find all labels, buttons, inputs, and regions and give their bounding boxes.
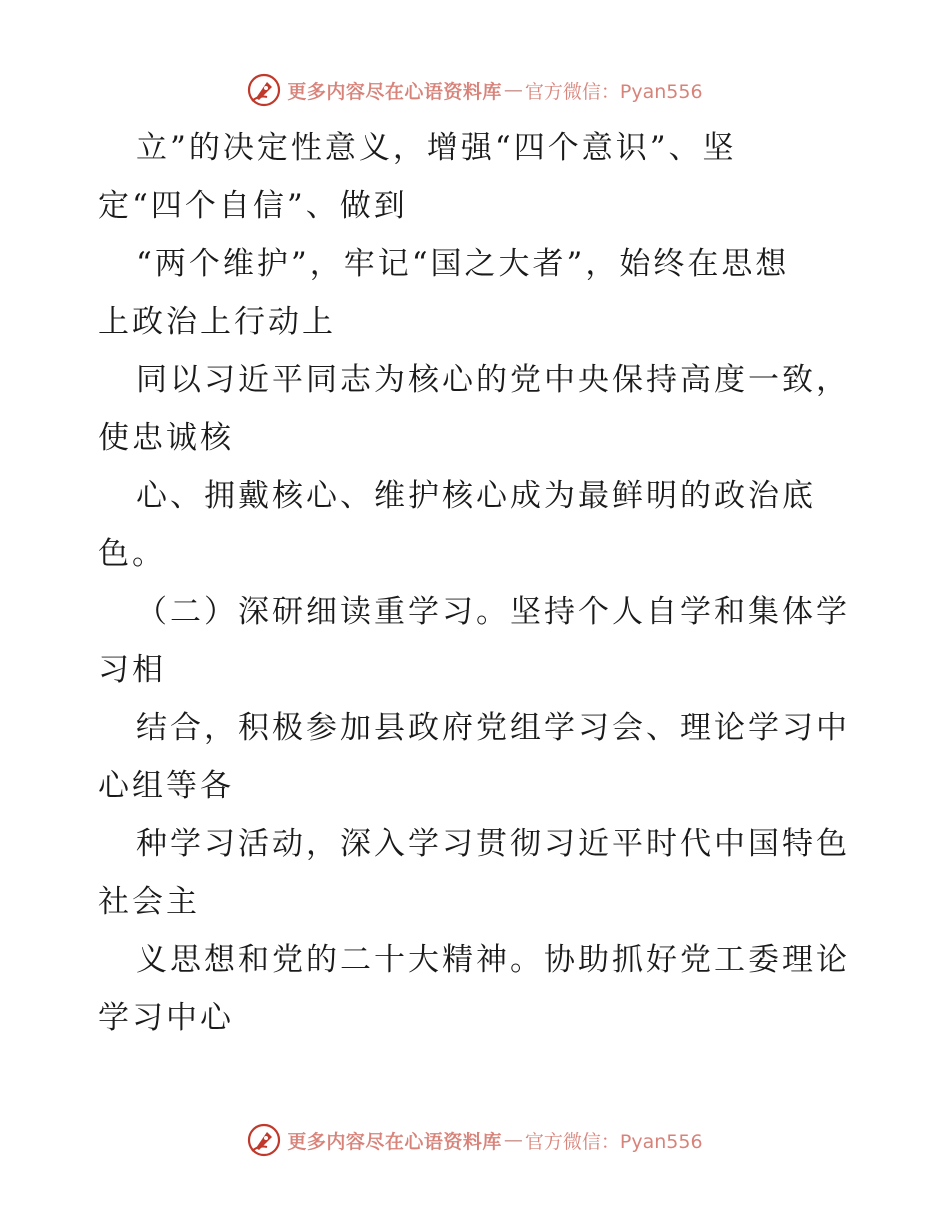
text-line: 使忠诚核 bbox=[98, 420, 234, 456]
text-line: 学习中心 bbox=[98, 1000, 234, 1036]
text-line: 社会主 bbox=[98, 884, 200, 920]
header-banner bbox=[0, 70, 950, 110]
text-line: 同以习近平同志为核心的党中央保持高度一致， bbox=[136, 362, 850, 398]
pen-nib-logo-icon bbox=[247, 73, 281, 107]
text-line: 义思想和党的二十大精神。协助抓好党工委理论 bbox=[136, 942, 850, 978]
text-line: 种学习活动，深入学习贯彻习近平时代中国特色 bbox=[136, 826, 850, 862]
text-line: 习相 bbox=[98, 652, 166, 688]
banner-dash: — bbox=[503, 1129, 523, 1151]
text-line: 色。 bbox=[98, 536, 166, 572]
text-line: 立”的决定性意义，增强“四个意识”、坚 bbox=[136, 130, 737, 166]
text-line: 心、拥戴核心、维护核心成为最鲜明的政治底 bbox=[136, 478, 816, 514]
text-line: 心组等各 bbox=[98, 768, 234, 804]
banner-wechat: 官方微信：Pyan556 bbox=[524, 80, 703, 103]
text-line: 定“四个自信”、做到 bbox=[98, 188, 408, 224]
banner-title: 更多内容尽在心语资料库 bbox=[287, 1130, 502, 1153]
footer-banner bbox=[0, 1120, 950, 1160]
text-line: 上政治上行动上 bbox=[98, 304, 336, 340]
text-line: （二）深研细读重学习。坚持个人自学和集体学 bbox=[136, 594, 850, 630]
pen-nib-logo-icon bbox=[247, 1123, 281, 1157]
banner-dash: — bbox=[503, 79, 523, 101]
banner-title: 更多内容尽在心语资料库 bbox=[287, 80, 502, 103]
text-line: 结合，积极参加县政府党组学习会、理论学习中 bbox=[136, 710, 850, 746]
text-line: “两个维护”，牢记“国之大者”，始终在思想 bbox=[136, 246, 790, 282]
banner-wechat: 官方微信：Pyan556 bbox=[524, 1130, 703, 1153]
